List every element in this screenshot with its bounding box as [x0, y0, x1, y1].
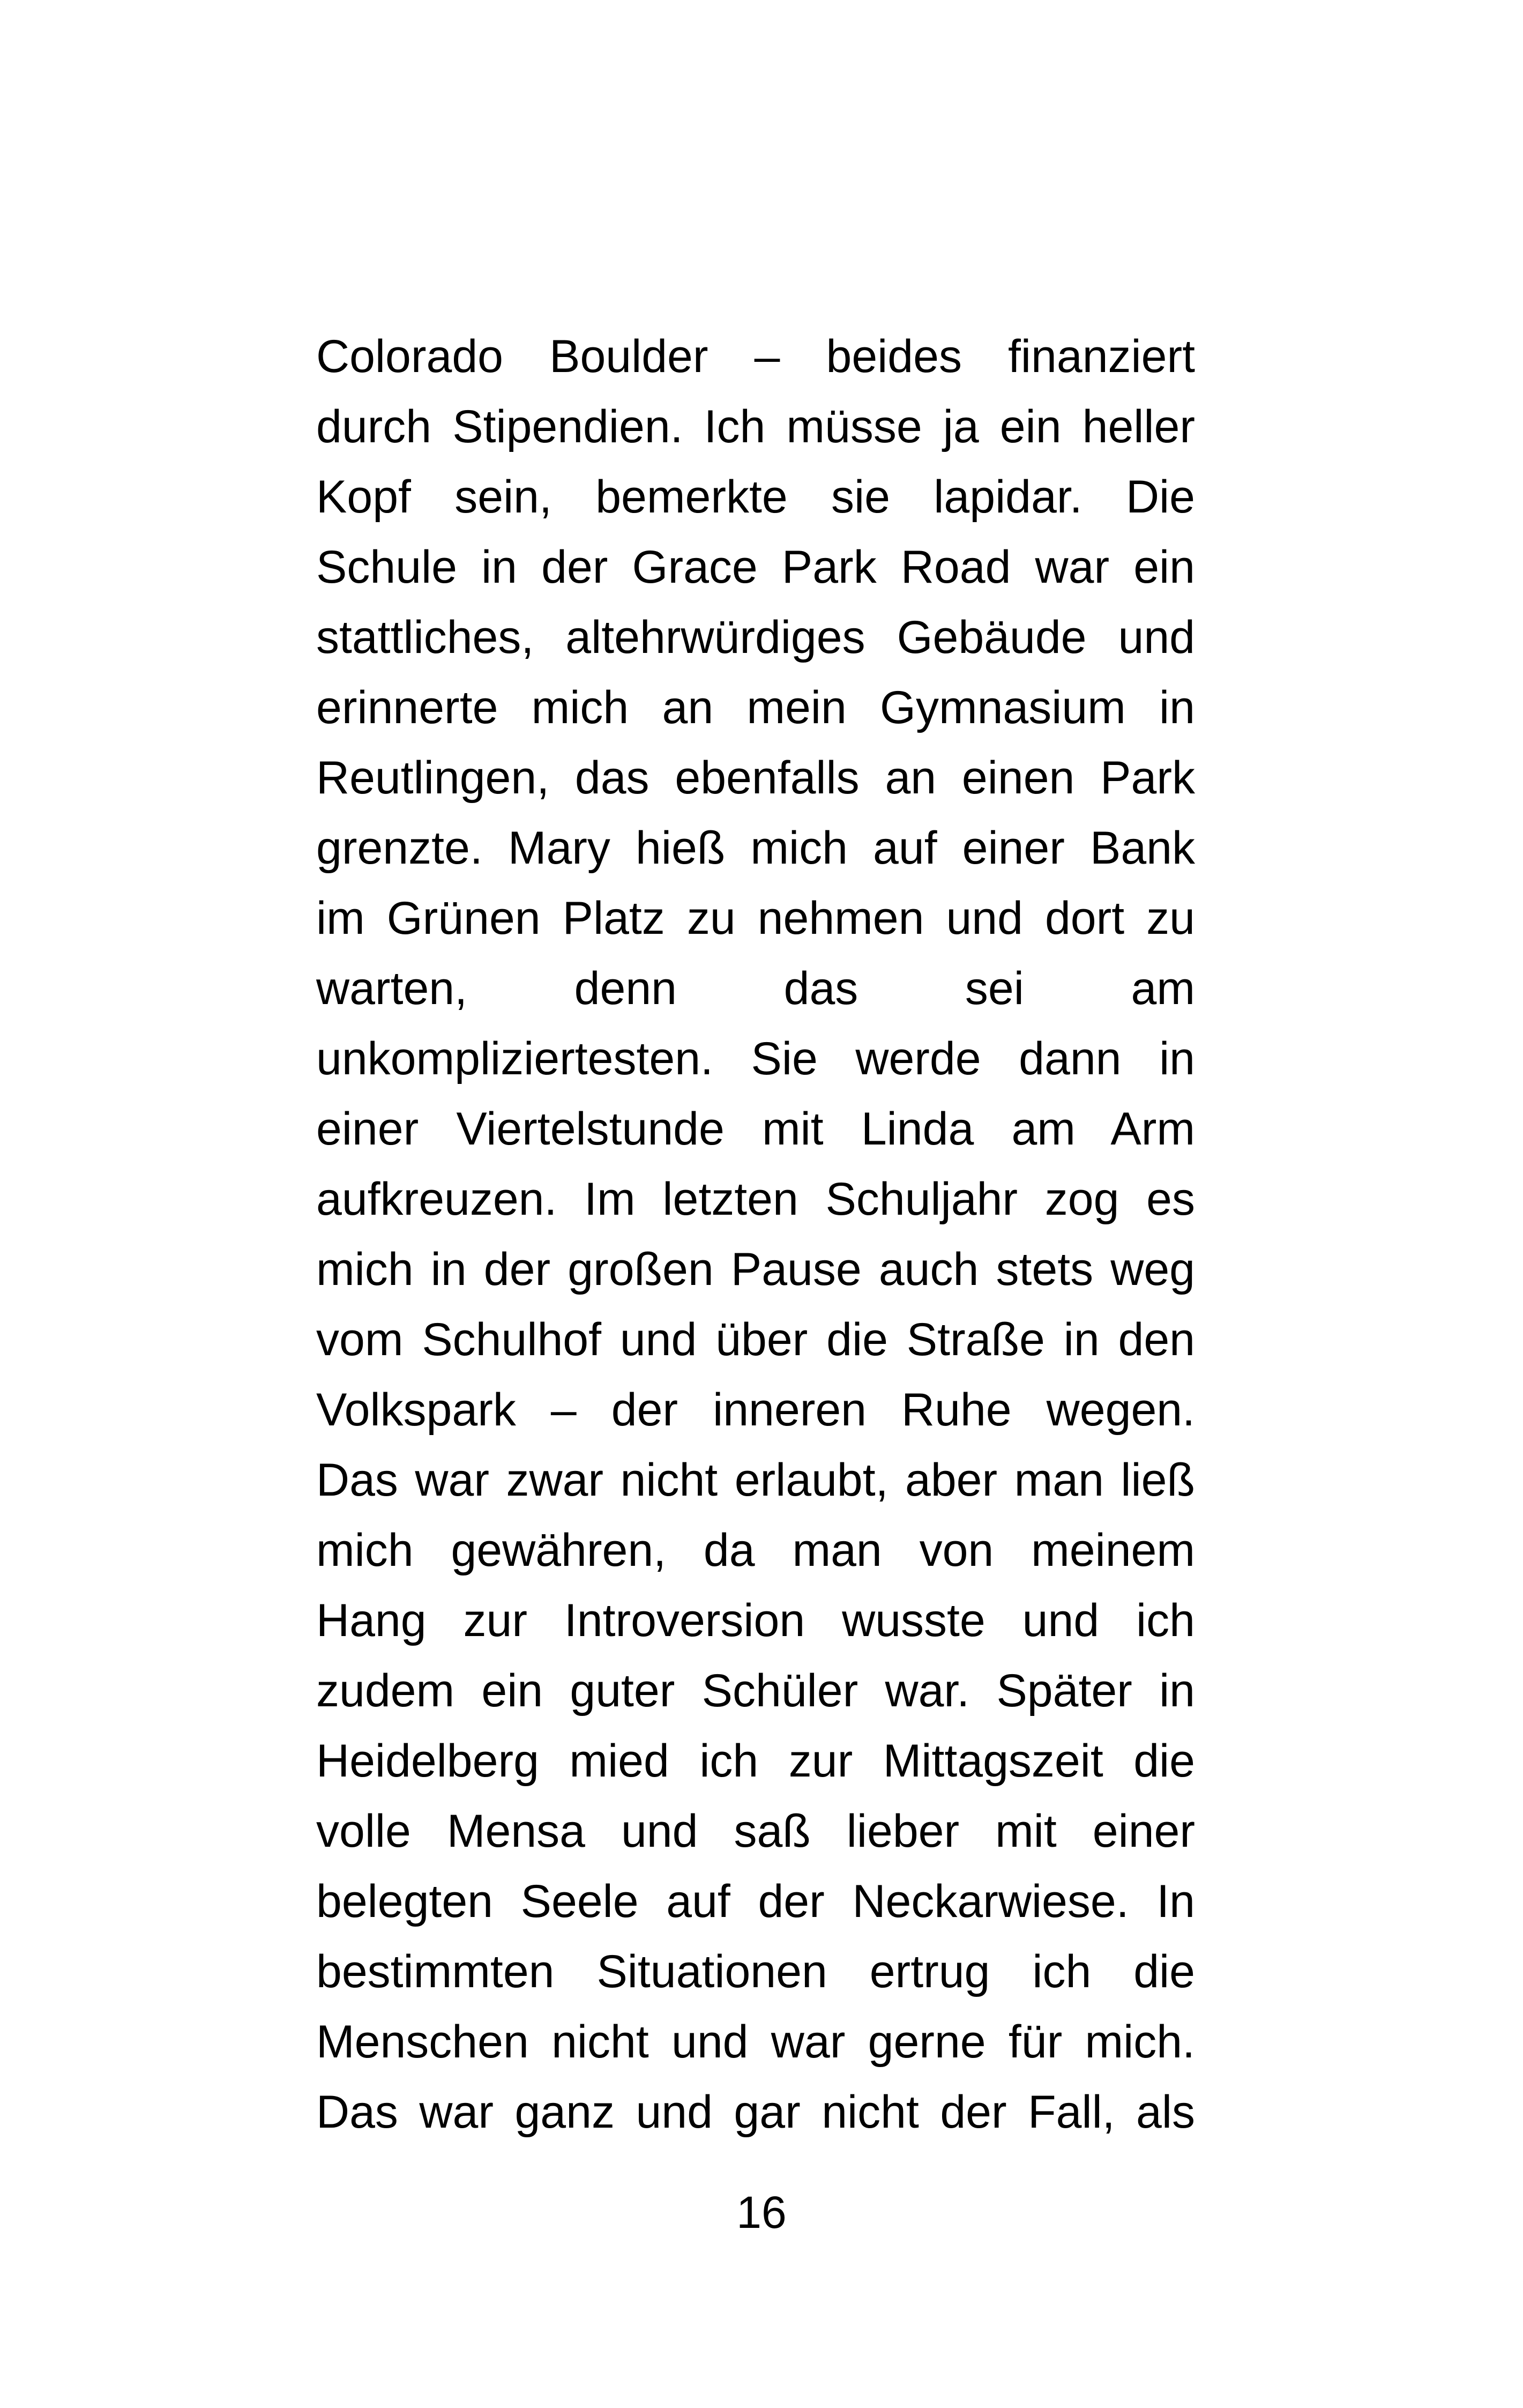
text-line: zudem ein guter Schüler war. Später in	[316, 1665, 1195, 1716]
text-line: Das war ganz und gar nicht der Fall, als	[316, 2086, 1195, 2138]
text-line: Menschen nicht und war gerne für mich.	[316, 2016, 1195, 2068]
text-line: vom Schulhof und über die Straße in den	[316, 1314, 1195, 1365]
text-line: einer Viertelstunde mit Linda am Arm	[316, 1103, 1195, 1155]
text-line: erinnerte mich an mein Gymnasium in	[316, 682, 1195, 733]
text-line: mich gewähren, da man von meinem	[316, 1525, 1195, 1576]
text-line: Kopf sein, bemerkte sie lapidar. Die	[316, 471, 1195, 523]
text-line: im Grünen Platz zu nehmen und dort zu	[316, 893, 1195, 944]
text-line: unkompliziertesten. Sie werde dann in	[316, 1033, 1195, 1084]
text-line: Reutlingen, das ebenfalls an einen Park	[316, 752, 1195, 804]
text-line: Volkspark – der inneren Ruhe wegen.	[316, 1384, 1195, 1436]
text-line: Schule in der Grace Park Road war ein	[316, 541, 1195, 593]
text-line: Das war zwar nicht erlaubt, aber man ließ	[316, 1454, 1195, 1506]
text-line: stattliches, altehrwürdiges Gebäude und	[316, 612, 1195, 663]
text-line: Hang zur Introversion wusste und ich	[316, 1595, 1195, 1646]
text-line: durch Stipendien. Ich müsse ja ein heller	[316, 401, 1195, 452]
page-number: 16	[736, 2187, 787, 2238]
text-line: Colorado Boulder – beides finanziert	[316, 331, 1195, 382]
text-line: Heidelberg mied ich zur Mittagszeit die	[316, 1735, 1195, 1787]
text-line: aufkreuzen. Im letzten Schuljahr zog es	[316, 1173, 1195, 1225]
text-line: mich in der großen Pause auch stets weg	[316, 1244, 1195, 1295]
text-line: warten, denn das sei am	[316, 963, 1195, 1014]
body-text	[316, 322, 1195, 2147]
text-line: belegten Seele auf der Neckarwiese. In	[316, 1876, 1195, 1927]
text-line: grenzte. Mary hieß mich auf einer Bank	[316, 822, 1195, 874]
text-line: volle Mensa und saß lieber mit einer	[316, 1805, 1195, 1857]
text-line: bestimmten Situationen ertrug ich die	[316, 1946, 1195, 1997]
